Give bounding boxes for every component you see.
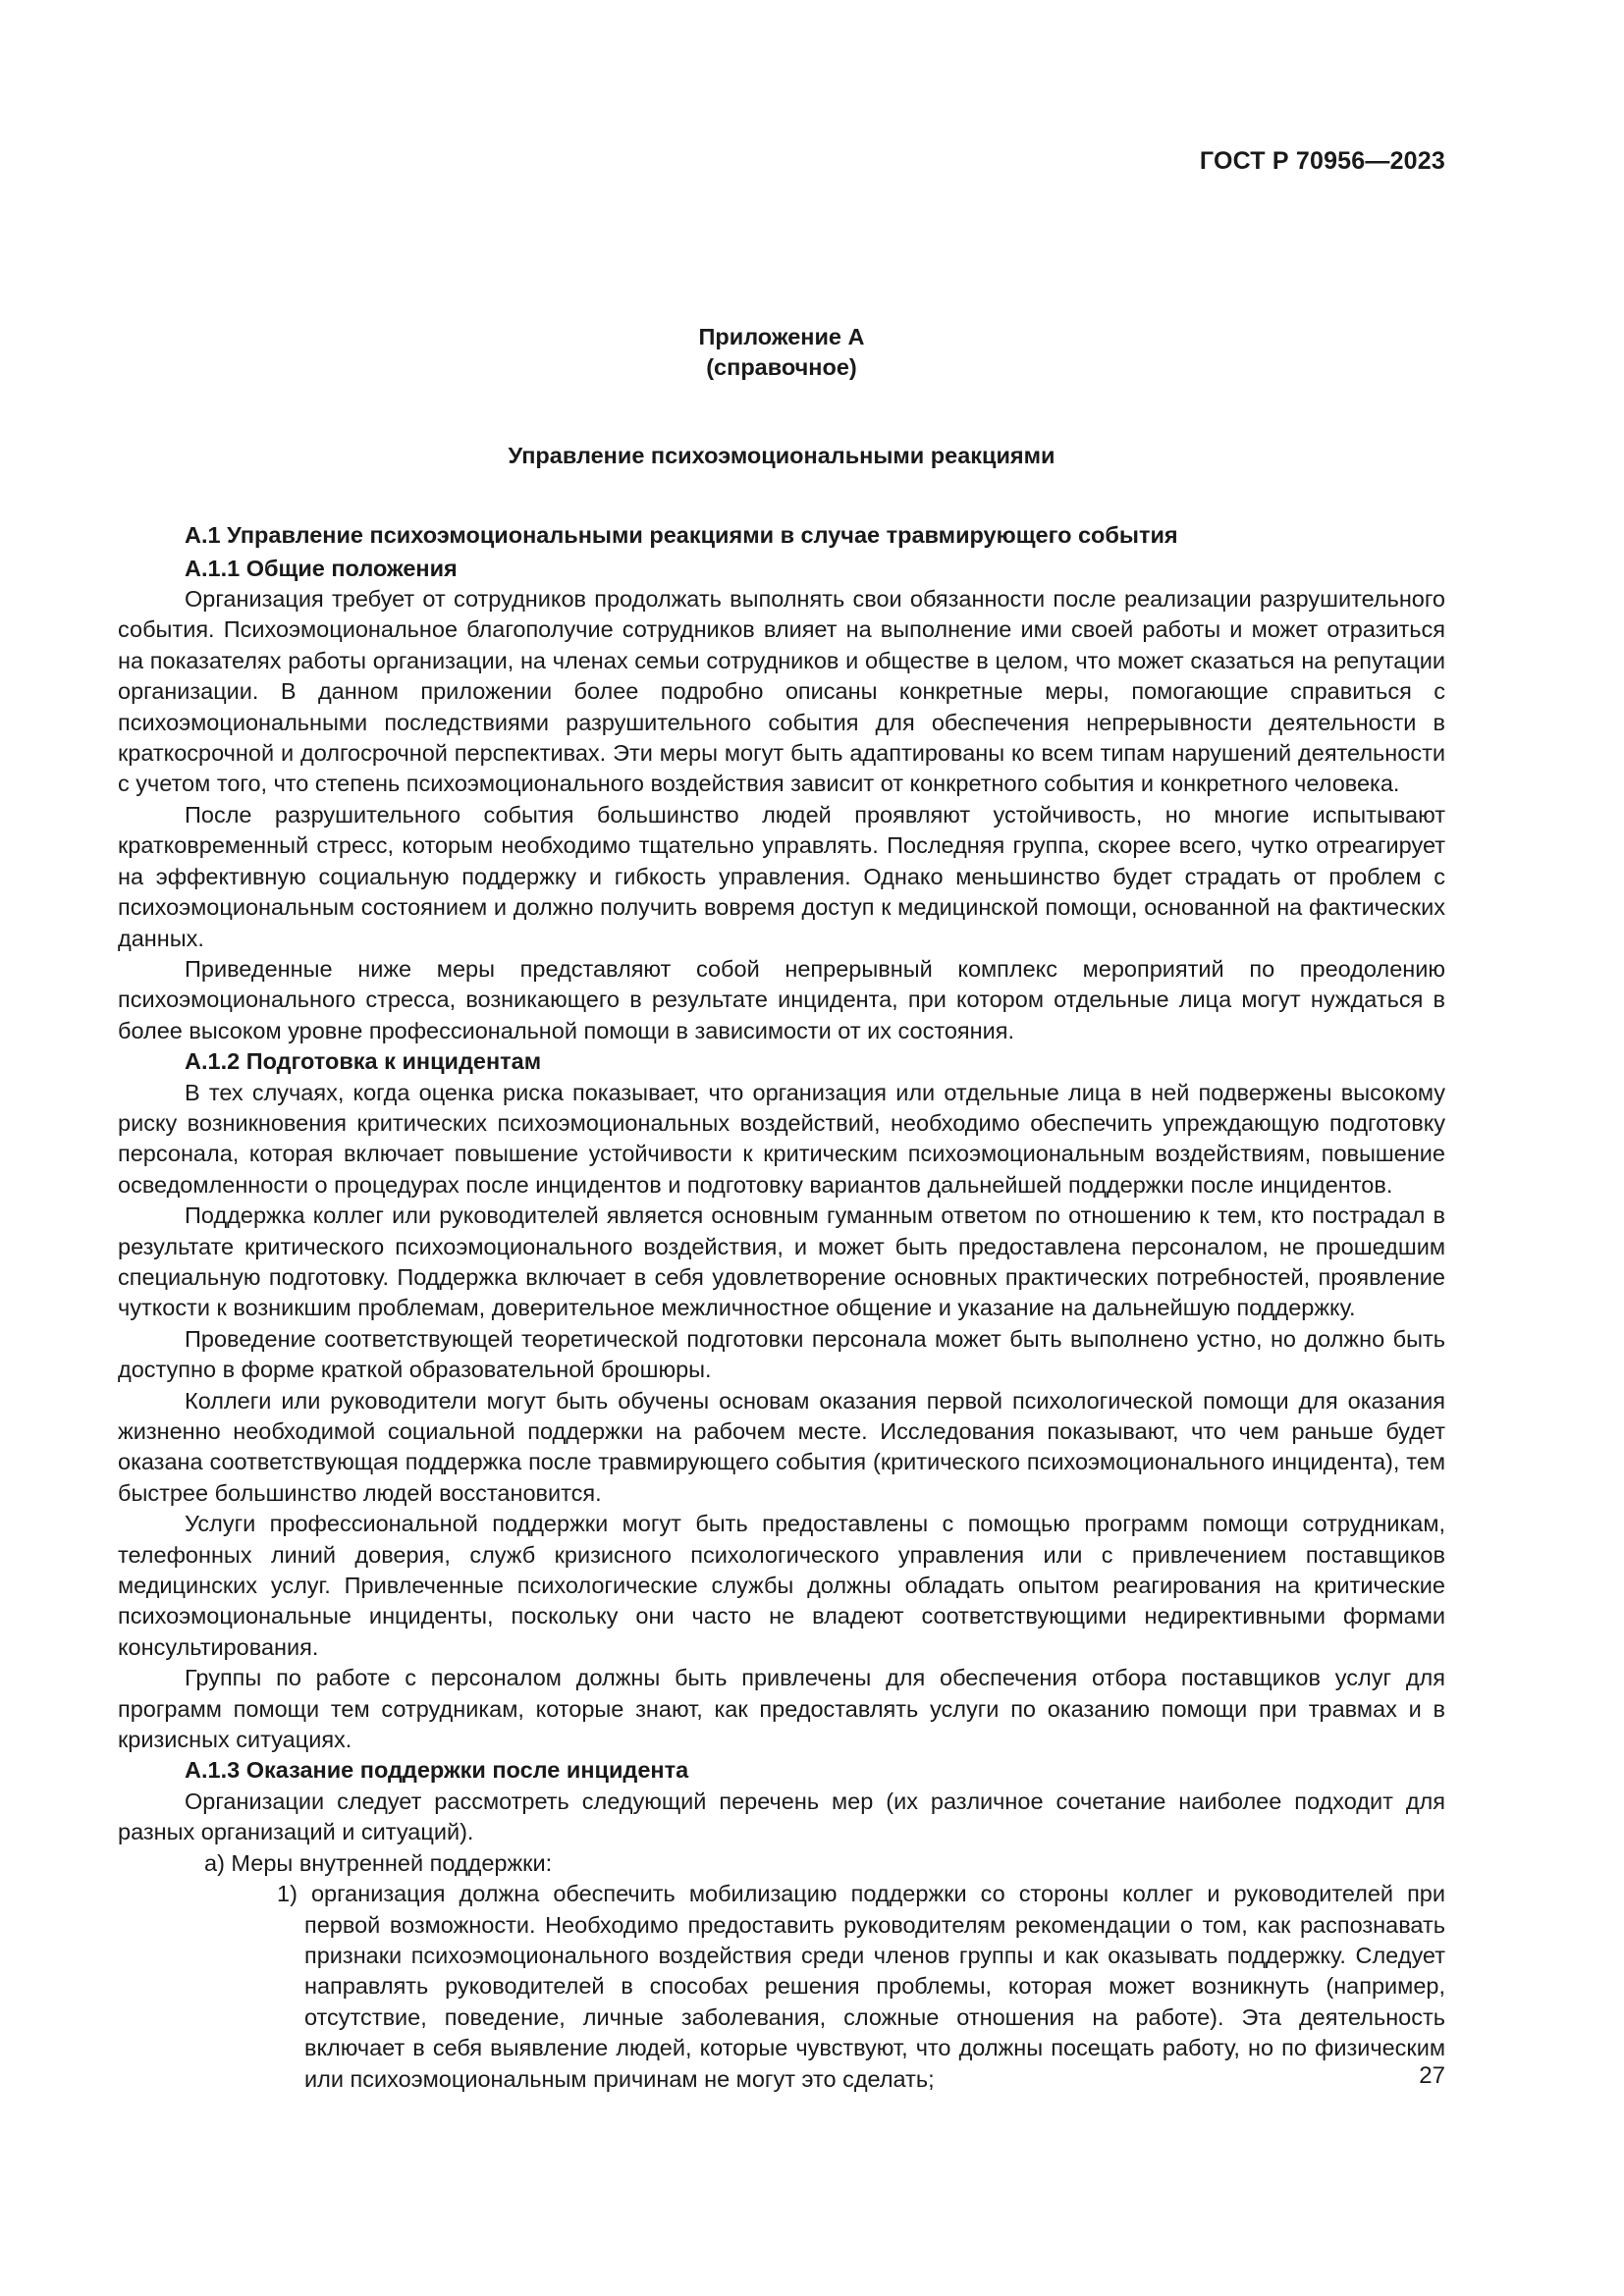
list-item-a1: 1) организация должна обеспечить мобилизацию поддержки со стороны коллег и руководителей при первой возможности. Необходимо предоставить руководителям рекомендации о том, как распознавать признаки психоэмоционального воздействия среди членов группы и как оказывать поддержку. Следует направлять руководителей в способах решения проблемы, которая может возникнуть (например, отсутствие, поведение, личные заболевания, сложные отношения на работе). Эта деятельность включает в себя выявление людей, которые чувствуют, что должны посещать работу, но по физическим или психоэмоциональным причинам не могут это сделать; [277, 1881, 1445, 2092]
paragraph: Проведение соответствующей теоретической подготовки персонала может быть выполнено устно, но должно быть доступно в форме краткой образовательной брошюры. [118, 1325, 1445, 1383]
annex-label: Приложение А [698, 324, 865, 349]
paragraph: Поддержка коллег или руководителей является основным гуманным ответом по отношению к тем, кто пострадал в результате критического психоэмоционального воздействия, и может быть предоставлена персоналом, не прошедшим специальную подготовку. Поддержка включает в себя удовлетворение основных практических потребностей, проявление чуткости к возникшим проблемам, доверительное межличностное общение и указание на дальнейшую поддержку. [118, 1202, 1445, 1321]
paragraph: Организация требует от сотрудников продолжать выполнять свои обязанности после реализации разрушительного события. Психоэмоциональное благополучие сотрудников влияет на выполнение ими своей работы и может отразиться на показателях работы организации, на членах семьи сотрудников и обществе в целом, что может сказаться на репутации организации. В данном приложении более подробно описаны конкретные меры, помогающие справиться с психоэмоциональными последствиями разрушительного события для обеспечения непрерывности деятельности в краткосрочной и долгосрочной перспективах. Эти меры могут быть адаптированы ко всем типам нарушений деятельности с учетом того, что степень психоэмоционального воздействия зависит от конкретного события и конкретного человека. [118, 586, 1445, 797]
section-heading-a12: А.1.2 Подготовка к инцидентам [185, 1048, 542, 1075]
section-heading-a11: А.1.1 Общие положения [185, 555, 458, 581]
paragraph: Услуги профессиональной поддержки могут быть предоставлены с помощью программ помощи сотрудникам, телефонных линий доверия, служб кризисного психологического управления или с привлечением поставщиков медицинских услуг. Привлеченные психологические службы должны обладать опытом реагирования на критические психоэмоциональные инциденты, поскольку они часто не владеют соответствующими недирективными формами консультирования. [118, 1511, 1445, 1660]
paragraph: Группы по работе с персоналом должны быть привлечены для обеспечения отбора поставщиков услуг для программ помощи тем сотрудникам, которые знают, как предоставлять услуги по оказанию помощи при травмах и в кризисных ситуациях. [118, 1665, 1445, 1753]
paragraph: После разрушительного события большинство людей проявляют устойчивость, но многие испытывают кратковременный стресс, которым необходимо тщательно управлять. Последняя группа, скорее всего, чутко отреагирует на эффективную социальную поддержку и гибкость управления. Однако меньшинство будет страдать от проблем с психоэмоциональным состоянием и должно получить вовремя доступ к медицинской помощи, основанной на фактических данных. [118, 801, 1445, 951]
list-item-a: а) Меры внутренней поддержки: [204, 1849, 553, 1876]
annex-title: Управление психоэмоциональными реакциями [508, 442, 1056, 468]
paragraph: Коллеги или руководители могут быть обучены основам оказания первой психологической помощи для оказания жизненно необходимой социальной поддержки на рабочем месте. Исследования показывают, что чем раньше будет оказана соответствующая поддержка после травмирующего события (критического психоэмоционального инцидента), тем быстрее большинство людей восстановится. [118, 1387, 1445, 1506]
document-body [118, 226, 1445, 2095]
section-heading-a13: А.1.3 Оказание поддержки после инцидента [185, 1757, 689, 1784]
paragraph: Приведенные ниже меры представляют собой непрерывный комплекс мероприятий по преодолению психоэмоционального стресса, возникающего в результате инцидента, при котором отдельные лица могут нуждаться в более высоком уровне профессиональной помощи в зависимости от их состояния. [118, 955, 1445, 1043]
annex-type: (справочное) [706, 354, 857, 381]
paragraph: В тех случаях, когда оценка риска показывает, что организация или отдельные лица в ней подвержены высокому риску возникновения критических психоэмоциональных воздействий, необходимо обеспечить упреждающую подготовку персонала, которая включает повышение устойчивости к критическим психоэмоциональным воздействиям, повышение осведомленности о процедурах после инцидентов и подготовку вариантов дальнейшей поддержки после инцидентов. [118, 1079, 1445, 1198]
section-heading-a1: А.1 Управление психоэмоциональными реакциями в случае травмирующего события [185, 522, 1178, 549]
paragraph: Организации следует рассмотреть следующий перечень мер (их различное сочетание наиболее подходит для разных организаций и ситуаций). [118, 1788, 1445, 1845]
document-number: ГОСТ Р 70956—2023 [1199, 147, 1445, 175]
page-number: 27 [1419, 2062, 1445, 2089]
